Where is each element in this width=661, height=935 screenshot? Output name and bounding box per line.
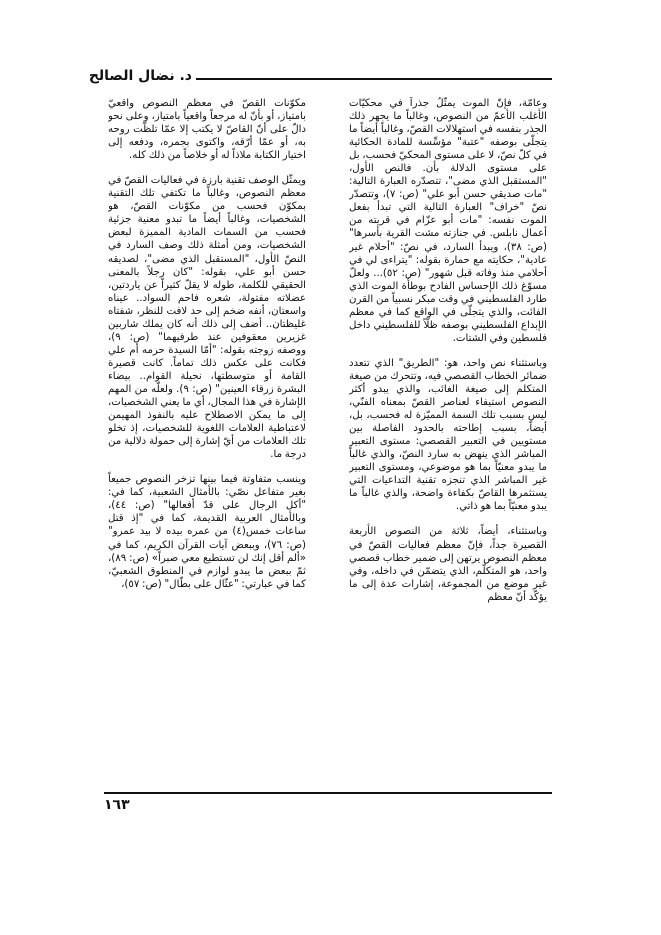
page-number: ١٦٣ (104, 797, 130, 813)
text-column-left (108, 97, 306, 780)
paragraph: وعامّة، فإنّ الموت يمثّلُ جذراً في محكيّات الأغلب الأعمّ من النصوص، وغالباً ما يجهر ذلك الجذر بنفسه في استهلالات القصّ، وغالباً أيضاً ما يتجلّى بوصفه "عتبة" مؤسِّسة للمادة الحكائية في كلّ نصّ، لا على مستوى المحكيّ فحسب، بل على مستوى الدلالة بأن. فالنص الأول، "المستقبل الذي مضى"، تتصدّره العبارة التالية: "مات صديقي حسن أبو علي" (ص: ٧)، وتتصدّر نصّ "خراف" العبارة التالية التي تبدأ بفعل الموت نفسه: "مات أبو عزّام في قريته من أعمال نابلس. في جنازته مشت القرية بأسرها" (ص: ٣٨)، ويبدأ السارد، في نصّ: "أحلام غير عادية"، حكايته مع حمارة بقوله: "يتراءى لي في أحلامي منذ وفاته قبل شهور" (ص: ٥٢)... ولعلّ مسوّغ ذلك الإحساس الفادح بوطأة الموت الذي طارد الفلسطيني في وقت مبكر نسبياً من القرن الفائت، والذي يتجلّى في الواقع كما في معظم الإبداع الفلسطيني بوصفه ظلّاً للفلسطيني داخل فلسطين وفي الشتات. (349, 98, 547, 344)
paragraph: وباستثناء نص واحد، هو: "الطريق" الذي تتعدد ضمائر الخطاب القصصي فيه، وتتحرك من صيغة المتكلم إلى صيغة الغائب، والذي يبدو أكثر النصوص استيفاء لعناصر القصّ بمعناه الفنّي، ليس بسبب تلك السمة المميّزة له فحسب، بل، أيضاً، بسبب إطاحته بالحدود الفاصلة بين مستويين في التعبير القصصي: مستوى التعبير المباشر الذي ينهض به سارد النصّ، والذي غالباً ما يبدو معنيّاً بما هو موضوعي، ومستوى التعبير غير المباشر الذي تنجزه تقنية التداعيات التي يستثمرها القاصّ بكفاءة واضحة، والذي غالباً ما يبدو معنيّاً بما هو ذاتي. (349, 357, 547, 513)
paragraph: وباستثناء، أيضاً، ثلاثة من النصوص الأربعة القصيرة جداً، فإنّ معظم فعاليات القصّ في معظم النصوص يرتهن إلى ضمير خطاب قصصي واحد، هو المتكلّم، الذي يتضمّن في داخله، وفي غير موضع من المجموعة، إشارات عدة إلى ما يؤكّد أنّ معظم (349, 526, 547, 603)
header-rule (196, 78, 552, 80)
paragraph: مكوّنات القصّ في معظم النصوص واقعيّ بامتياز، أو بأنّ له مرجعاً واقعياً بامتياز، وعلى نحو دالّ على أنّ القاصّ لا يكتب إلا عمّا تلظّت روحه به، أو عمّا أرّقه، واكتوى بجمره، ودفعه إلى اختيار الكتابة ملاذاً له أو خلاصاً من ذلك كله. (108, 98, 306, 162)
text-column-right (349, 97, 547, 776)
paragraph: وينسب متفاوتة فيما بينها تزخر النصوص جميعاً بغير متفاعل نصّي: بالأمثال الشعبية، كما في: "أكل الرجال على قدّ أفعالها" (ص: ٤٤)، وبالأمثال العربية القديمة، كما في "إذ قتل ساعات خمس(٤) من عمره بيده لا بيد عمرو" (ص: ٧٦)، وببعض آيات القرآن الكريم، كما في «ألم أقل إنك لن تستطيع معي صبراً» (ص: ٨٩)، ثمّ ببعض ما يبدو لوازم في المنطوق الشعبيّ، كما في عبارتي: "عثّال على بطّال" (ص: ٥٧)، (108, 474, 306, 590)
footer-rule (104, 792, 552, 794)
running-header-author: د. نضال الصالح (88, 68, 192, 84)
paragraph: ويمثّل الوصف تقنية بارزة في فعاليات القصّ في معظم النصوص، وغالباً ما تكتفي تلك التقنية بمكوّن فحسب من مكوّنات القصّ، هو الشخصيات، وغالباً أيضاً ما تبدو معنية جزئية فحسب من السمات المادية المميزة لبعض الشخصيات، ومن أمثلة ذلك وصف السارد في النصّ الأول، "المستقبل الذي مضى"، لصديقه حسن أبو علي، بقوله: "كان رجلاً بالمعنى الحقيقي للكلمة، طوله لا يقلّ كثيراً عن ياردتين، عضلاته مفتولة، شعره فاحم السواد.. عيناه واسعتان، أنفه ضخم إلى حد لافت للنظر، شفتاه غليظتان.. أضف إلى ذلك أنه كان يملك شاربين غزيرين معقوفين عند طرفيهما" (ص: ٩)، ووصفه زوجته بقوله: "أمّا السيدة حرمه أم علي فكانت على عكس ذلك تماماً. كانت قصيرة القامة أو متوسطتها، نحيلة القوام.. بيضاء البشرة زرقاء العينين" (ص: ٩). ولعلّه من المهم الإشارة في هذا المجال، أي ما يعني الشخصيات، إلى ما يمكن الاصطلاح عليه بالنفوذ المهيمن لاعتباطية العلامات اللغوية للشخصيات، إذ تخلو تلك العلامات من أيّ إشارة إلى حمولة دلالية من درجة ما. (108, 175, 306, 461)
